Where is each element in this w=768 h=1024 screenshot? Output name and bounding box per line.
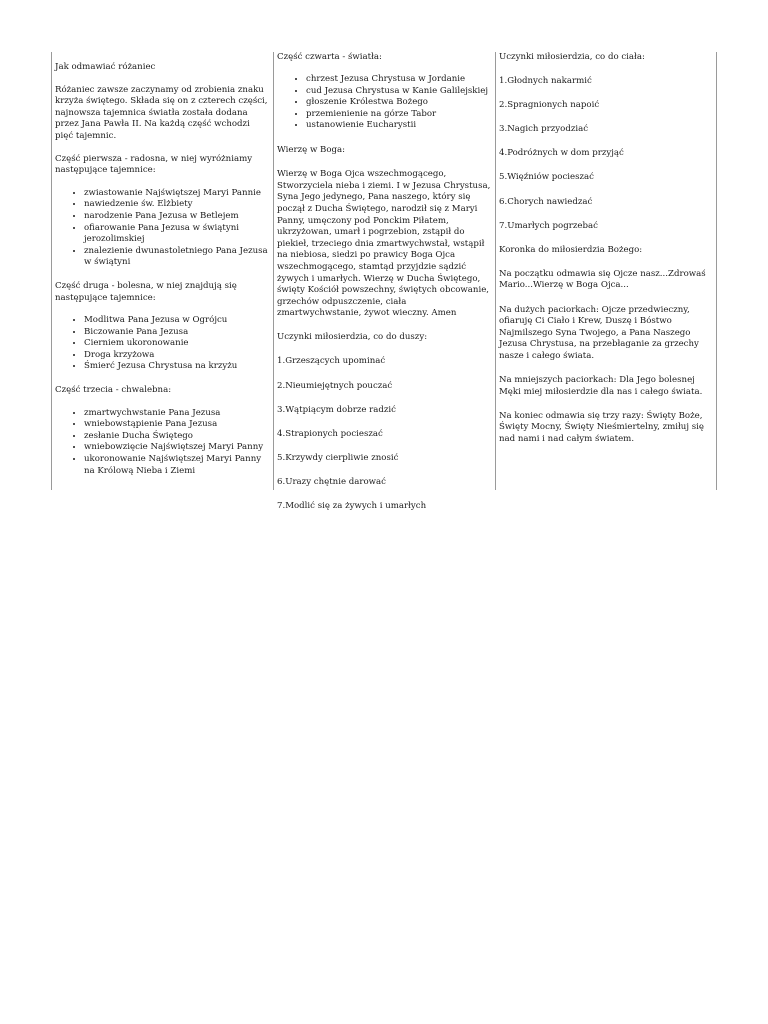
part2-heading: Część druga - bolesna, w niej znajdują się następujące tajemnice:: [55, 280, 237, 303]
soul-work-item: 2.Nieumiejętnych pouczać: [277, 380, 393, 391]
soul-work-item: 4.Strapionych pocieszać: [277, 428, 383, 439]
part1-heading: Część pierwsza - radosna, w niej wyróżniamy następujące tajemnice:: [55, 153, 253, 176]
list-item: • Cierniem ukoronowanie: [84, 338, 270, 350]
soul-work-item: 5.Krzywdy cierpliwie znosić: [277, 452, 399, 463]
list-item: • ustanowienie Eucharystii: [306, 120, 492, 132]
list-item: • cud Jezusa Chrystusa w Kanie Galilejskiej: [306, 86, 492, 98]
body-work-item: 4.Podróżnych w dom przyjąć: [499, 148, 624, 159]
rosary-title: Jak odmawiać różaniec: [55, 62, 156, 72]
creed-heading: Wierzę w Boga:: [277, 145, 346, 156]
list-item: • zwiastowanie Najświętszej Maryi Pannie: [84, 188, 270, 200]
part2-list: [55, 315, 270, 373]
part3-heading: Część trzecia - chwalebna:: [55, 385, 172, 396]
list-item: • wniebowstąpienie Pana Jezusa: [84, 419, 270, 431]
part4-list: [277, 74, 492, 132]
chaplet-paragraph: Na dużych paciorkach: Ojcze przedwieczny, ofiaruję Ci Ciało i Krew, Duszę i Bóstwo Najmilszego Syna Twojego, a Pana Naszego Jezusa Chrystusa, na przebłaganie za grzechy nasze i całego świata.: [499, 304, 699, 361]
part1-list: [55, 188, 270, 269]
list-item: • Biczowanie Pana Jezusa: [84, 327, 270, 339]
list-item: • zmartwychwstanie Pana Jezusa: [84, 408, 270, 420]
creed-text: Wierzę w Boga Ojca wszechmogącego, Stworzyciela nieba i ziemi. I w Jezusa Chrystusa, Syna Jego jedynego, Pana naszego, który się począł z Ducha Świętego, narodził się z Maryi Panny, umęczony pod Ponckim Piłatem, ukrzyżowan, umarł i pogrzebion, zstąpił do piekieł, trzeciego dnia zmartwychwstał, wstąpił na niebiosa, siedzi po prawicy Boga Ojca wszechmogącego, stamtąd przyjdzie sądzić żywych i umarłych. Wierzę w Ducha Świętego, święty Kościół powszechny, świętych obcowanie, grzechów odpuszczenie, ciała zmartwychwstanie, żywot wieczny. Amen: [277, 169, 491, 319]
body-work-item: 7.Umarłych pogrzebać: [499, 220, 598, 231]
soul-work-item: 3.Wątpiącym dobrze radzić: [277, 404, 396, 415]
column-mercy: [495, 52, 717, 490]
list-item: • ofiarowanie Pana Jezusa w świątyni jerozolimskiej: [84, 223, 270, 246]
chaplet-heading: Koronka do miłosierdzia Bożego:: [499, 244, 643, 255]
column-creed: [273, 52, 496, 512]
rosary-intro: Różaniec zawsze zaczynamy od zrobienia znaku krzyża świętego. Składa się on z czterech części, najnowsza tajemnica światła została dodana przez Jana Pawła II. Na każdą część wchodzi pięć tajemnic.: [55, 84, 268, 141]
list-item: • przemienienie na górze Tabor: [306, 109, 492, 121]
soul-works-heading: Uczynki miłosierdzia, co do duszy:: [277, 332, 428, 343]
body-works-heading: Uczynki miłosierdzia, co do ciała:: [499, 52, 645, 62]
list-item: • zesłanie Ducha Świętego: [84, 431, 270, 443]
list-item: • nawiedzenie św. Elżbiety: [84, 199, 270, 211]
soul-work-item: 7.Modlić się za żywych i umarłych: [277, 501, 427, 512]
soul-work-item: 6.Urazy chętnie darować: [277, 476, 386, 487]
body-work-item: 1.Głodnych nakarmić: [499, 76, 592, 87]
column-rosary: [51, 52, 274, 490]
chaplet-paragraph: Na początku odmawia się Ojcze nasz...Zdrowaś Mario...Wierzę w Boga Ojca...: [499, 268, 706, 291]
body-work-item: 6.Chorych nawiedzać: [499, 196, 593, 207]
list-item: • głoszenie Królestwa Bożego: [306, 97, 492, 109]
list-item: • narodzenie Pana Jezusa w Betlejem: [84, 211, 270, 223]
body-work-item: 3.Nagich przyodziać: [499, 124, 589, 135]
list-item: • wniebowzięcie Najświętszej Maryi Panny: [84, 442, 270, 454]
list-item: • ukoronowanie Najświętszej Maryi Panny na Królową Nieba i Ziemi: [84, 454, 270, 477]
list-item: • chrzest Jezusa Chrystusa w Jordanie: [306, 74, 492, 86]
part3-list: [55, 408, 270, 478]
list-item: • Modlitwa Pana Jezusa w Ogrójcu: [84, 315, 270, 327]
list-item: • znalezienie dwunastoletniego Pana Jezusa w świątyni: [84, 246, 270, 269]
soul-work-item: 1.Grzeszących upominać: [277, 356, 386, 367]
list-item: • Śmierć Jezusa Chrystusa na krzyżu: [84, 361, 270, 373]
part4-heading: Część czwarta - światła:: [277, 52, 382, 62]
list-item: • Droga krzyżowa: [84, 350, 270, 362]
chaplet-paragraph: Na mniejszych paciorkach: Dla Jego bolesnej Męki miej miłosierdzie dla nas i całego świata.: [499, 375, 703, 397]
body-work-item: 2.Spragnionych napoić: [499, 100, 600, 111]
body-work-item: 5.Więźniów pocieszać: [499, 172, 594, 183]
chaplet-paragraph: Na koniec odmawia się trzy razy: Święty Boże, Święty Mocny, Święty Nieśmiertelny, zmiłuj się nad nami i nad całym światem.: [499, 410, 704, 444]
